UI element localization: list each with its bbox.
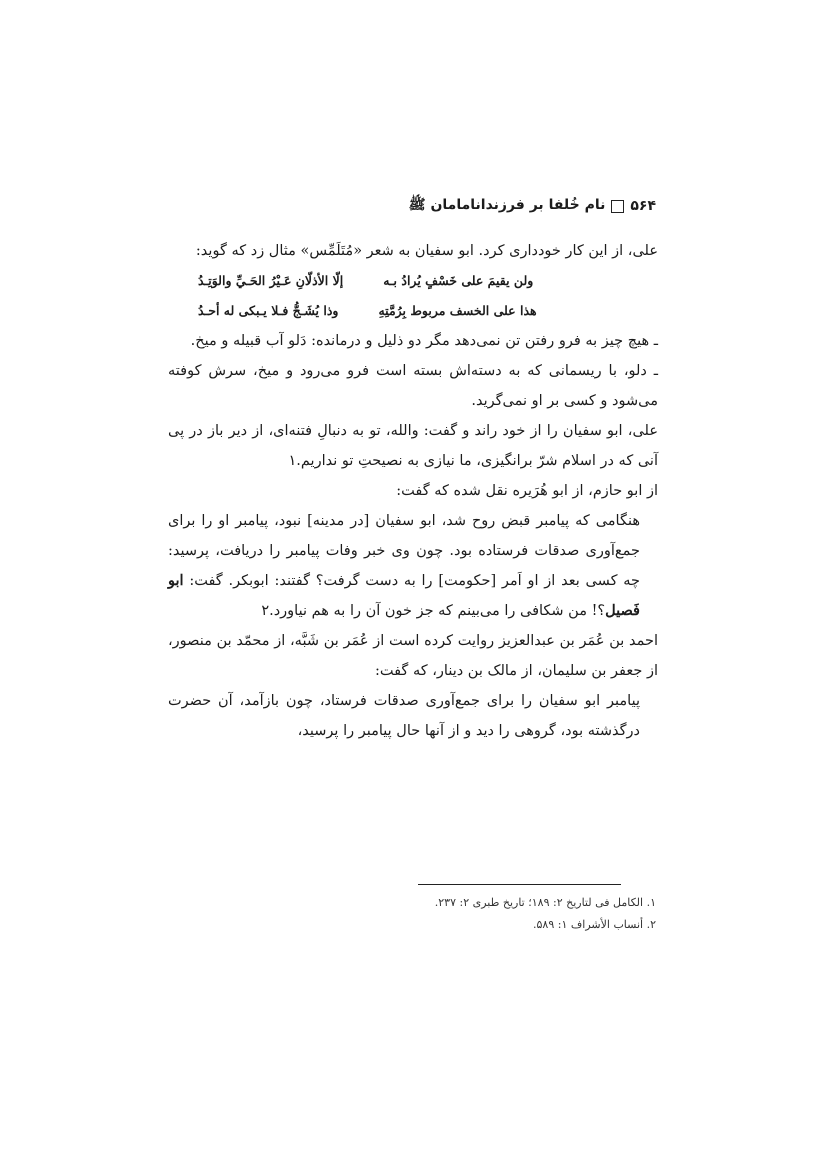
paragraph: علی، از این کار خودداری کرد. ابو سفیان به شعر «مُتَلَمِّس» مثال زد که گوید: <box>195 243 658 259</box>
quote-text: هنگامی که پیامبر قبض روح شد، ابو سفیان [در مدینه] نبود، پیامبر او را برای جمع‌آوری صدقات فرستاده بود. چون وی خبر وفات پیامبر را دریافت، پرسید: چه کسی بعد از او اَمر [حکومت] را به دست گرفت؟ گفتند: ابوبکر. گفت: <box>168 513 640 589</box>
paragraph: از ابو حازم، از ابو هُرَیره نقل شده که گفت: <box>396 483 658 499</box>
paragraph: ـ هیچ چیز به فرو رفتن تن نمی‌دهد مگر دو ذلیل و درمانده: دَلو آب قبیله و میخ. <box>190 333 658 349</box>
chapter-title: نام خُلفا بر فرزندانامامان ﷺ <box>408 197 606 213</box>
quoted-paragraph: پیامبر ابو سفیان را برای جمع‌آوری صدقات فرستاد، چون بازآمد، آن حضرت درگذشته بود، گروهی را دید و از آنها حال پیامبر را پرسید، <box>168 693 640 739</box>
footnotes <box>236 892 656 936</box>
quoted-paragraph <box>168 506 640 626</box>
running-header <box>409 196 656 216</box>
quote-emphasis: ابو فَصیل <box>168 572 640 619</box>
poem-line <box>168 296 658 326</box>
square-icon <box>611 200 624 213</box>
quote-text: ؟! من شکافی را می‌بینم که جز خون آن را به هم نیاورد.۲ <box>261 603 606 619</box>
hemistich: ولن یقیمَ علی خَسْفٍ یُرادُ بـه <box>383 273 534 288</box>
hemistich: هذا علی الخسف مربوط بِرُمَّتِهِ <box>378 303 537 318</box>
paragraph: ـ دلو، با ریسمانی که به دسته‌اش بسته است فرو می‌رود و میخ، سرش کوفته می‌شود و کسی بر او نمی‌گرید. <box>168 363 658 409</box>
hemistich: إلّا الأذلّانِ عَـيْرُ الحَـيِّ والوَتِـدُ <box>198 273 344 288</box>
footnote: ۱. الکامل فی لتاریخ ۲: ۱۸۹؛ تاریخ طبری ۲: ۲۳۷. <box>434 896 656 909</box>
main-text <box>168 236 658 746</box>
paragraph: احمد بن عُمَر بن عبدالعزیز روایت کرده است از عُمَر بن شَبَّه، از محمّد بن منصور، از جعفر بن سلیمان، از مالک بن دینار، که گفت: <box>168 633 658 679</box>
footnote: ۲. أنساب الأشراف ۱: ۵۸۹. <box>533 918 656 931</box>
page-number: ۵۶۴ <box>630 198 656 214</box>
footnote-divider <box>418 884 621 885</box>
paragraph: علی، ابو سفیان را از خود راند و گفت: والله، تو به دنبالِ فتنه‌ای، از دیر باز در پی آنی که در اسلام شرّ برانگیزی، ما نیازی به نصیحتِ تو نداریم.۱ <box>168 423 658 469</box>
poem-line <box>168 266 658 296</box>
hemistich: وذا یُشَـجُّ فـلا یـبکی له أحـدُ <box>198 303 339 318</box>
